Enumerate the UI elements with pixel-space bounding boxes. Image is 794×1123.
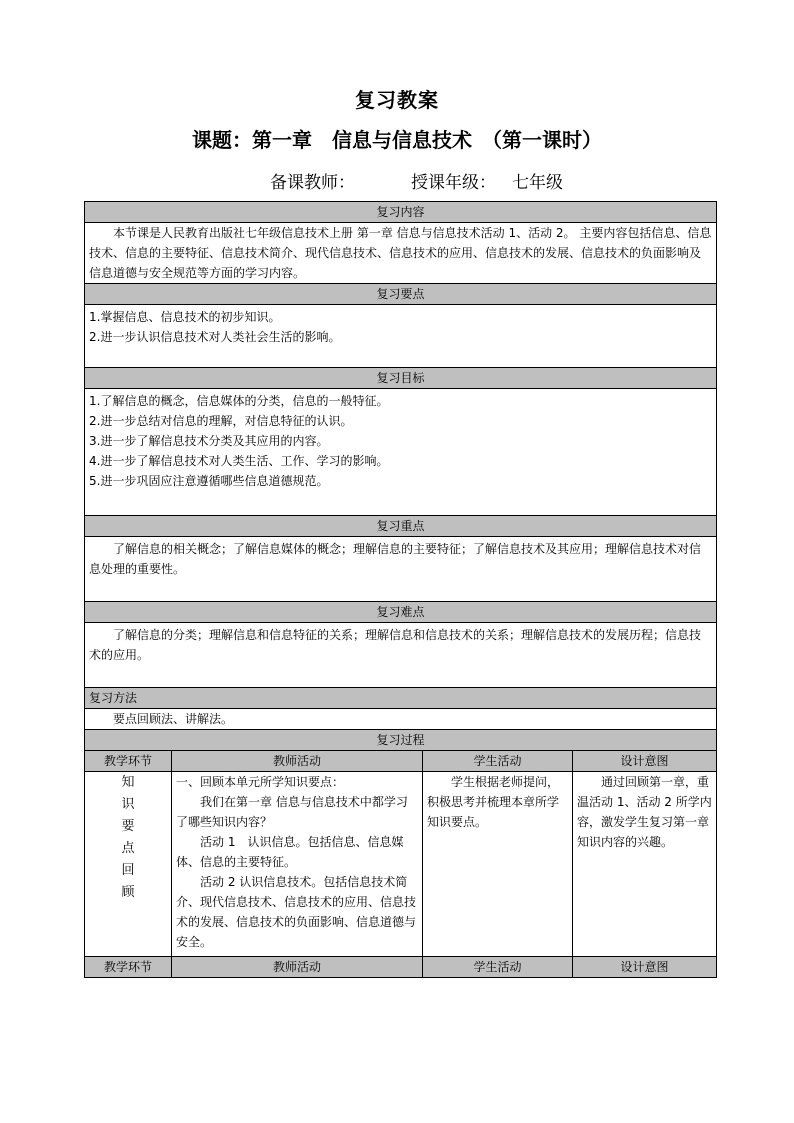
footer-header-stage: 教学环节 (85, 957, 172, 978)
student-activity-cell: 学生根据老师提问，积极思考并梳理本章所学知识要点。 (423, 772, 573, 957)
method-text: 要点回顾法、讲解法。 (85, 709, 717, 730)
stage-char: 要 (121, 819, 135, 834)
stage-char: 顾 (121, 885, 135, 900)
footer-header-teacher: 教师活动 (172, 957, 423, 978)
teacher-line: 一、回顾本单元所学知识要点： (176, 775, 345, 789)
column-header-stage: 教学环节 (85, 751, 172, 772)
list-item: 2.进一步认识信息技术对人类社会生活的影响。 (89, 330, 341, 344)
stage-cell (85, 772, 172, 957)
lesson-meta (270, 168, 563, 193)
list-item: 4.进一步了解信息技术对人类生活、工作、学习的影响。 (89, 454, 389, 468)
lesson-plan-table (84, 201, 717, 978)
section-header-objectives: 复习目标 (85, 368, 717, 389)
objectives-list (85, 389, 717, 516)
list-item: 3.进一步了解信息技术分类及其应用的内容。 (89, 434, 329, 448)
stage-char: 知 (121, 775, 135, 790)
list-item: 1.了解信息的概念，信息媒体的分类，信息的一般特征。 (89, 394, 389, 408)
footer-header-intent: 设计意图 (573, 957, 717, 978)
stage-char: 识 (121, 797, 135, 812)
section-header-focus: 复习重点 (85, 516, 717, 537)
section-header-content: 复习内容 (85, 202, 717, 223)
focus-text: 了解信息的相关概念；了解信息媒体的概念；理解信息的主要特征；了解信息技术及其应用；理解信息技术对信息处理的重要性。 (85, 537, 717, 602)
list-item: 5.进一步巩固应注意遵循哪些信息道德规范。 (89, 474, 329, 488)
document-title: 复习教案 (355, 88, 439, 112)
section-header-method: 复习方法 (85, 688, 717, 709)
column-header-intent: 设计意图 (573, 751, 717, 772)
lesson-subtitle: 课题：第一章 信息与信息技术 （第一课时） (192, 128, 602, 152)
grade-label: 授课年级： (411, 173, 496, 193)
teacher-line: 我们在第一章 信息与信息技术中都学习了哪些知识内容？ (176, 795, 408, 829)
teacher-activity-cell (172, 772, 423, 957)
section-header-difficulty: 复习难点 (85, 602, 717, 623)
section-header-key-points: 复习要点 (85, 284, 717, 305)
teacher-line: 活动 1 认识信息。包括信息、信息媒体、信息的主要特征。 (176, 835, 404, 869)
teacher-label: 备课教师： (270, 173, 355, 193)
footer-header-student: 学生活动 (423, 957, 573, 978)
content-text: 本节课是人民教育出版社七年级信息技术上册 第一章 信息与信息技术活动 1、活动 2。 主要内容包括信息、信息技术、信息的主要特征、信息技术简介、现代信息技术、信息技术的应用、信息技术的发展、信息技术的负面影响及信息道德与安全规范等方面的学习内容。 (85, 223, 717, 284)
difficulty-text: 了解信息的分类；理解信息和信息特征的关系；理解信息和信息技术的关系；理解信息技术的发展历程；信息技术的应用。 (85, 623, 717, 688)
section-header-process: 复习过程 (85, 730, 717, 751)
column-header-teacher: 教师活动 (172, 751, 423, 772)
stage-char: 回 (121, 863, 135, 878)
grade-value: 七年级 (512, 173, 563, 193)
stage-char: 点 (121, 841, 135, 856)
teacher-line: 活动 2 认识信息技术。包括信息技术简介、现代信息技术、信息技术的应用、信息技术的发展、信息技术的负面影响、信息道德与安全。 (176, 875, 417, 949)
list-item: 2.进一步总结对信息的理解，对信息特征的认识。 (89, 414, 353, 428)
key-points-list (85, 305, 717, 368)
list-item: 1.掌握信息、信息技术的初步知识。 (89, 310, 281, 324)
column-header-student: 学生活动 (423, 751, 573, 772)
design-intent-cell: 通过回顾第一章，重温活动 1、活动 2 所学内容，激发学生复习第一章知识内容的兴趣。 (573, 772, 717, 957)
